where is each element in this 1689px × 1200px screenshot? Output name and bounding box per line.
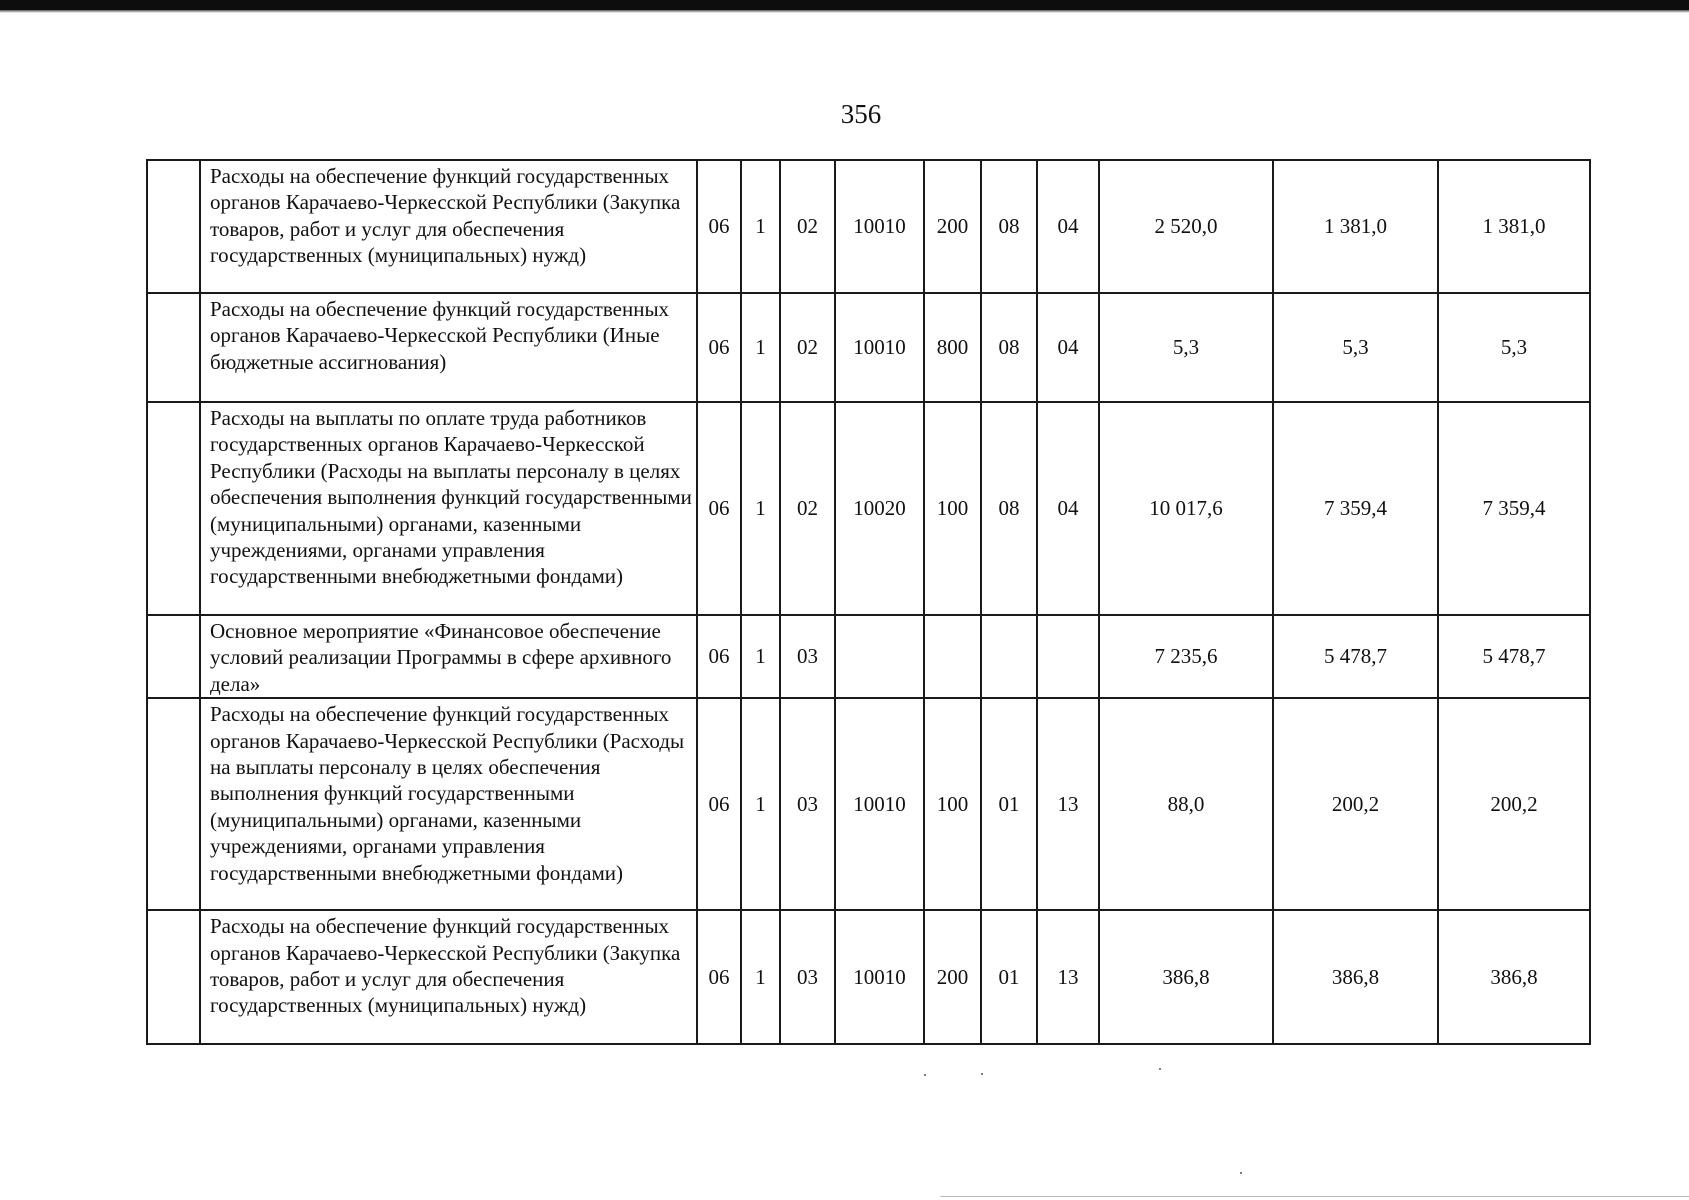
code-ministry-cell: 06: [697, 293, 741, 402]
amount-year-3-cell: 5 478,7: [1438, 615, 1590, 698]
page-top-border: [0, 0, 1689, 10]
code-subprogram-cell: 02: [780, 160, 835, 293]
amount-year-3-cell: 5,3: [1438, 293, 1590, 402]
code-subsection-cell: [1037, 615, 1099, 698]
amount-year-1-cell: 5,3: [1099, 293, 1273, 402]
code-program-cell: 1: [741, 615, 780, 698]
amount-year-3-cell: 1 381,0: [1438, 160, 1590, 293]
description-cell: Основное мероприятие «Финансовое обеспечение условий реализации Программы в сфере архивного дела»: [200, 615, 697, 698]
code-expense-type-cell: 200: [924, 910, 981, 1044]
description-cell: Расходы на выплаты по оплате труда работников государственных органов Карачаево-Черкесской Республики (Расходы на выплаты персоналу в целях обеспечения выполнения функций государственными (муниципальными) органами, казенными учреждениями, органами управления государственными внебюджетными фондами): [200, 402, 697, 615]
code-section-cell: 08: [981, 293, 1037, 402]
code-direction-cell: 10020: [835, 402, 924, 615]
description-cell: Расходы на обеспечение функций государственных органов Карачаево-Черкесской Республики (Расходы на выплаты персоналу в целях обеспечения выполнения функций государственными (муниципальными) органами, казенными учреждениями, органами управления государственными внебюджетными фондами): [200, 698, 697, 910]
description-cell: Расходы на обеспечение функций государственных органов Карачаево-Черкесской Республики (Закупка товаров, работ и услуг для обеспечения государственных (муниципальных) нужд): [200, 910, 697, 1044]
amount-year-1-cell: 2 520,0: [1099, 160, 1273, 293]
code-subprogram-cell: 03: [780, 698, 835, 910]
code-section-cell: 08: [981, 160, 1037, 293]
table-row: [147, 698, 1590, 910]
table-row: [147, 160, 1590, 293]
code-direction-cell: 10010: [835, 910, 924, 1044]
code-expense-type-cell: 100: [924, 402, 981, 615]
row-number-cell: [147, 698, 200, 910]
amount-year-2-cell: 7 359,4: [1273, 402, 1438, 615]
code-subsection-cell: 13: [1037, 698, 1099, 910]
table-row: [147, 402, 1590, 615]
code-subprogram-cell: 03: [780, 615, 835, 698]
code-direction-cell: 10010: [835, 160, 924, 293]
code-direction-cell: [835, 615, 924, 698]
table-body: [147, 160, 1590, 1044]
code-program-cell: 1: [741, 293, 780, 402]
code-program-cell: 1: [741, 402, 780, 615]
row-number-cell: [147, 615, 200, 698]
code-expense-type-cell: 800: [924, 293, 981, 402]
code-subprogram-cell: 03: [780, 910, 835, 1044]
amount-year-2-cell: 5 478,7: [1273, 615, 1438, 698]
budget-table: [146, 159, 1591, 1045]
code-program-cell: 1: [741, 910, 780, 1044]
code-ministry-cell: 06: [697, 160, 741, 293]
amount-year-3-cell: 386,8: [1438, 910, 1590, 1044]
amount-year-2-cell: 5,3: [1273, 293, 1438, 402]
table-row: [147, 910, 1590, 1044]
amount-year-2-cell: 1 381,0: [1273, 160, 1438, 293]
code-expense-type-cell: [924, 615, 981, 698]
code-direction-cell: 10010: [835, 293, 924, 402]
code-direction-cell: 10010: [835, 698, 924, 910]
row-number-cell: [147, 402, 200, 615]
page-top-border-shadow: [0, 10, 1689, 13]
code-program-cell: 1: [741, 160, 780, 293]
amount-year-2-cell: 386,8: [1273, 910, 1438, 1044]
amount-year-1-cell: 10 017,6: [1099, 402, 1273, 615]
code-section-cell: 01: [981, 910, 1037, 1044]
code-subsection-cell: 13: [1037, 910, 1099, 1044]
amount-year-2-cell: 200,2: [1273, 698, 1438, 910]
amount-year-3-cell: 200,2: [1438, 698, 1590, 910]
code-subprogram-cell: 02: [780, 402, 835, 615]
amount-year-1-cell: 7 235,6: [1099, 615, 1273, 698]
scan-speck: [1159, 1068, 1161, 1070]
code-ministry-cell: 06: [697, 698, 741, 910]
code-subsection-cell: 04: [1037, 160, 1099, 293]
code-ministry-cell: 06: [697, 615, 741, 698]
amount-year-1-cell: 88,0: [1099, 698, 1273, 910]
description-cell: Расходы на обеспечение функций государственных органов Карачаево-Черкесской Республики (Закупка товаров, работ и услуг для обеспечения государственных (муниципальных) нужд): [200, 160, 697, 293]
scan-edge-line: [940, 1196, 1689, 1197]
row-number-cell: [147, 293, 200, 402]
code-subprogram-cell: 02: [780, 293, 835, 402]
scan-speck: [981, 1073, 983, 1075]
code-program-cell: 1: [741, 698, 780, 910]
code-ministry-cell: 06: [697, 910, 741, 1044]
description-cell: Расходы на обеспечение функций государственных органов Карачаево-Черкесской Республики (Иные бюджетные ассигнования): [200, 293, 697, 402]
code-expense-type-cell: 200: [924, 160, 981, 293]
amount-year-1-cell: 386,8: [1099, 910, 1273, 1044]
table-row: [147, 293, 1590, 402]
code-section-cell: 08: [981, 402, 1037, 615]
code-ministry-cell: 06: [697, 402, 741, 615]
code-subsection-cell: 04: [1037, 402, 1099, 615]
table-row: [147, 615, 1590, 698]
row-number-cell: [147, 160, 200, 293]
code-expense-type-cell: 100: [924, 698, 981, 910]
page-number: 356: [840, 99, 882, 129]
scan-speck: [924, 1074, 926, 1076]
row-number-cell: [147, 910, 200, 1044]
code-section-cell: 01: [981, 698, 1037, 910]
code-subsection-cell: 04: [1037, 293, 1099, 402]
scan-speck: [1240, 1172, 1242, 1174]
code-section-cell: [981, 615, 1037, 698]
amount-year-3-cell: 7 359,4: [1438, 402, 1590, 615]
